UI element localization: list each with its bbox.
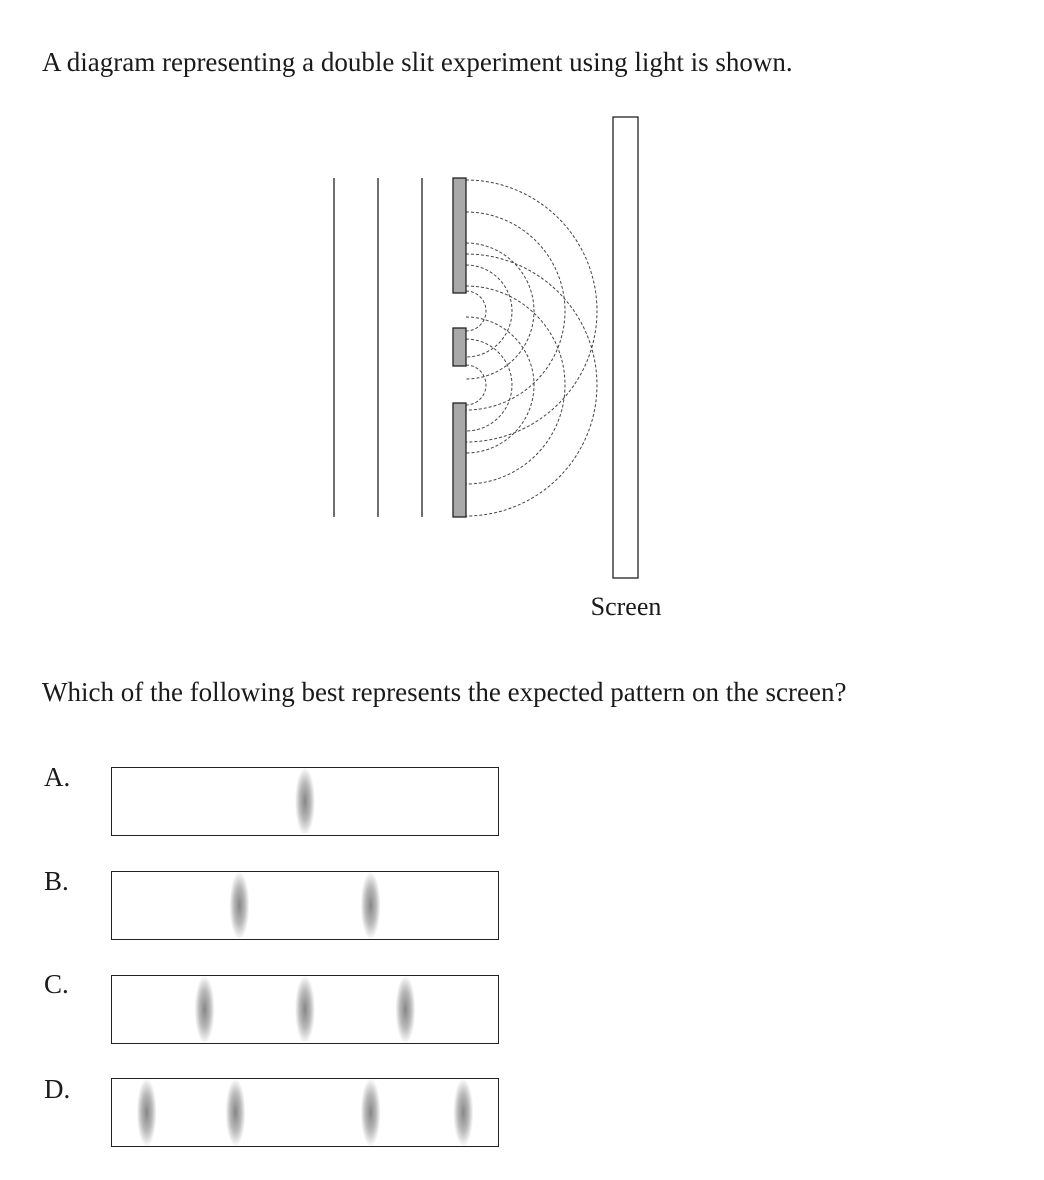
- bright-fringe: [137, 1079, 157, 1146]
- bright-fringe: [195, 976, 215, 1043]
- wave-arc-lower: [466, 317, 534, 453]
- slit-barrier: [453, 178, 466, 517]
- screen: [613, 117, 638, 578]
- option-b-pattern[interactable]: [111, 871, 499, 940]
- bright-fringe: [226, 1079, 246, 1146]
- option-c-pattern[interactable]: [111, 975, 499, 1044]
- bright-fringe: [361, 872, 381, 939]
- wave-arc-lower: [466, 365, 486, 405]
- bright-fringe: [295, 976, 315, 1043]
- option-a-pattern[interactable]: [111, 767, 499, 836]
- barrier-bottom: [453, 403, 466, 517]
- option-a-label[interactable]: A.: [44, 762, 71, 792]
- screen-label: Screen: [590, 592, 662, 621]
- option-d-pattern[interactable]: [111, 1078, 499, 1147]
- barrier-middle: [453, 328, 466, 366]
- option-b-label[interactable]: B.: [44, 866, 69, 896]
- option-c-label[interactable]: C.: [44, 969, 69, 999]
- wave-arc-upper: [466, 243, 534, 379]
- option-d-label[interactable]: D.: [44, 1074, 71, 1104]
- wave-arc-lower: [466, 339, 512, 431]
- bright-fringe: [295, 768, 315, 835]
- bright-fringe: [229, 872, 249, 939]
- bright-fringe: [361, 1079, 381, 1146]
- barrier-top: [453, 178, 466, 293]
- incident-wavefronts: [334, 178, 422, 517]
- wave-arc-upper: [466, 265, 512, 357]
- bright-fringe: [453, 1079, 473, 1146]
- bright-fringe: [395, 976, 415, 1043]
- question-text: Which of the following best represents the expected pattern on the screen?: [42, 677, 847, 707]
- wave-arc-lower: [466, 286, 565, 484]
- wave-arc-upper: [466, 212, 565, 410]
- diffracted-waves: [466, 180, 597, 516]
- intro-text: A diagram representing a double slit experiment using light is shown.: [42, 47, 793, 77]
- wave-arc-upper: [466, 291, 486, 331]
